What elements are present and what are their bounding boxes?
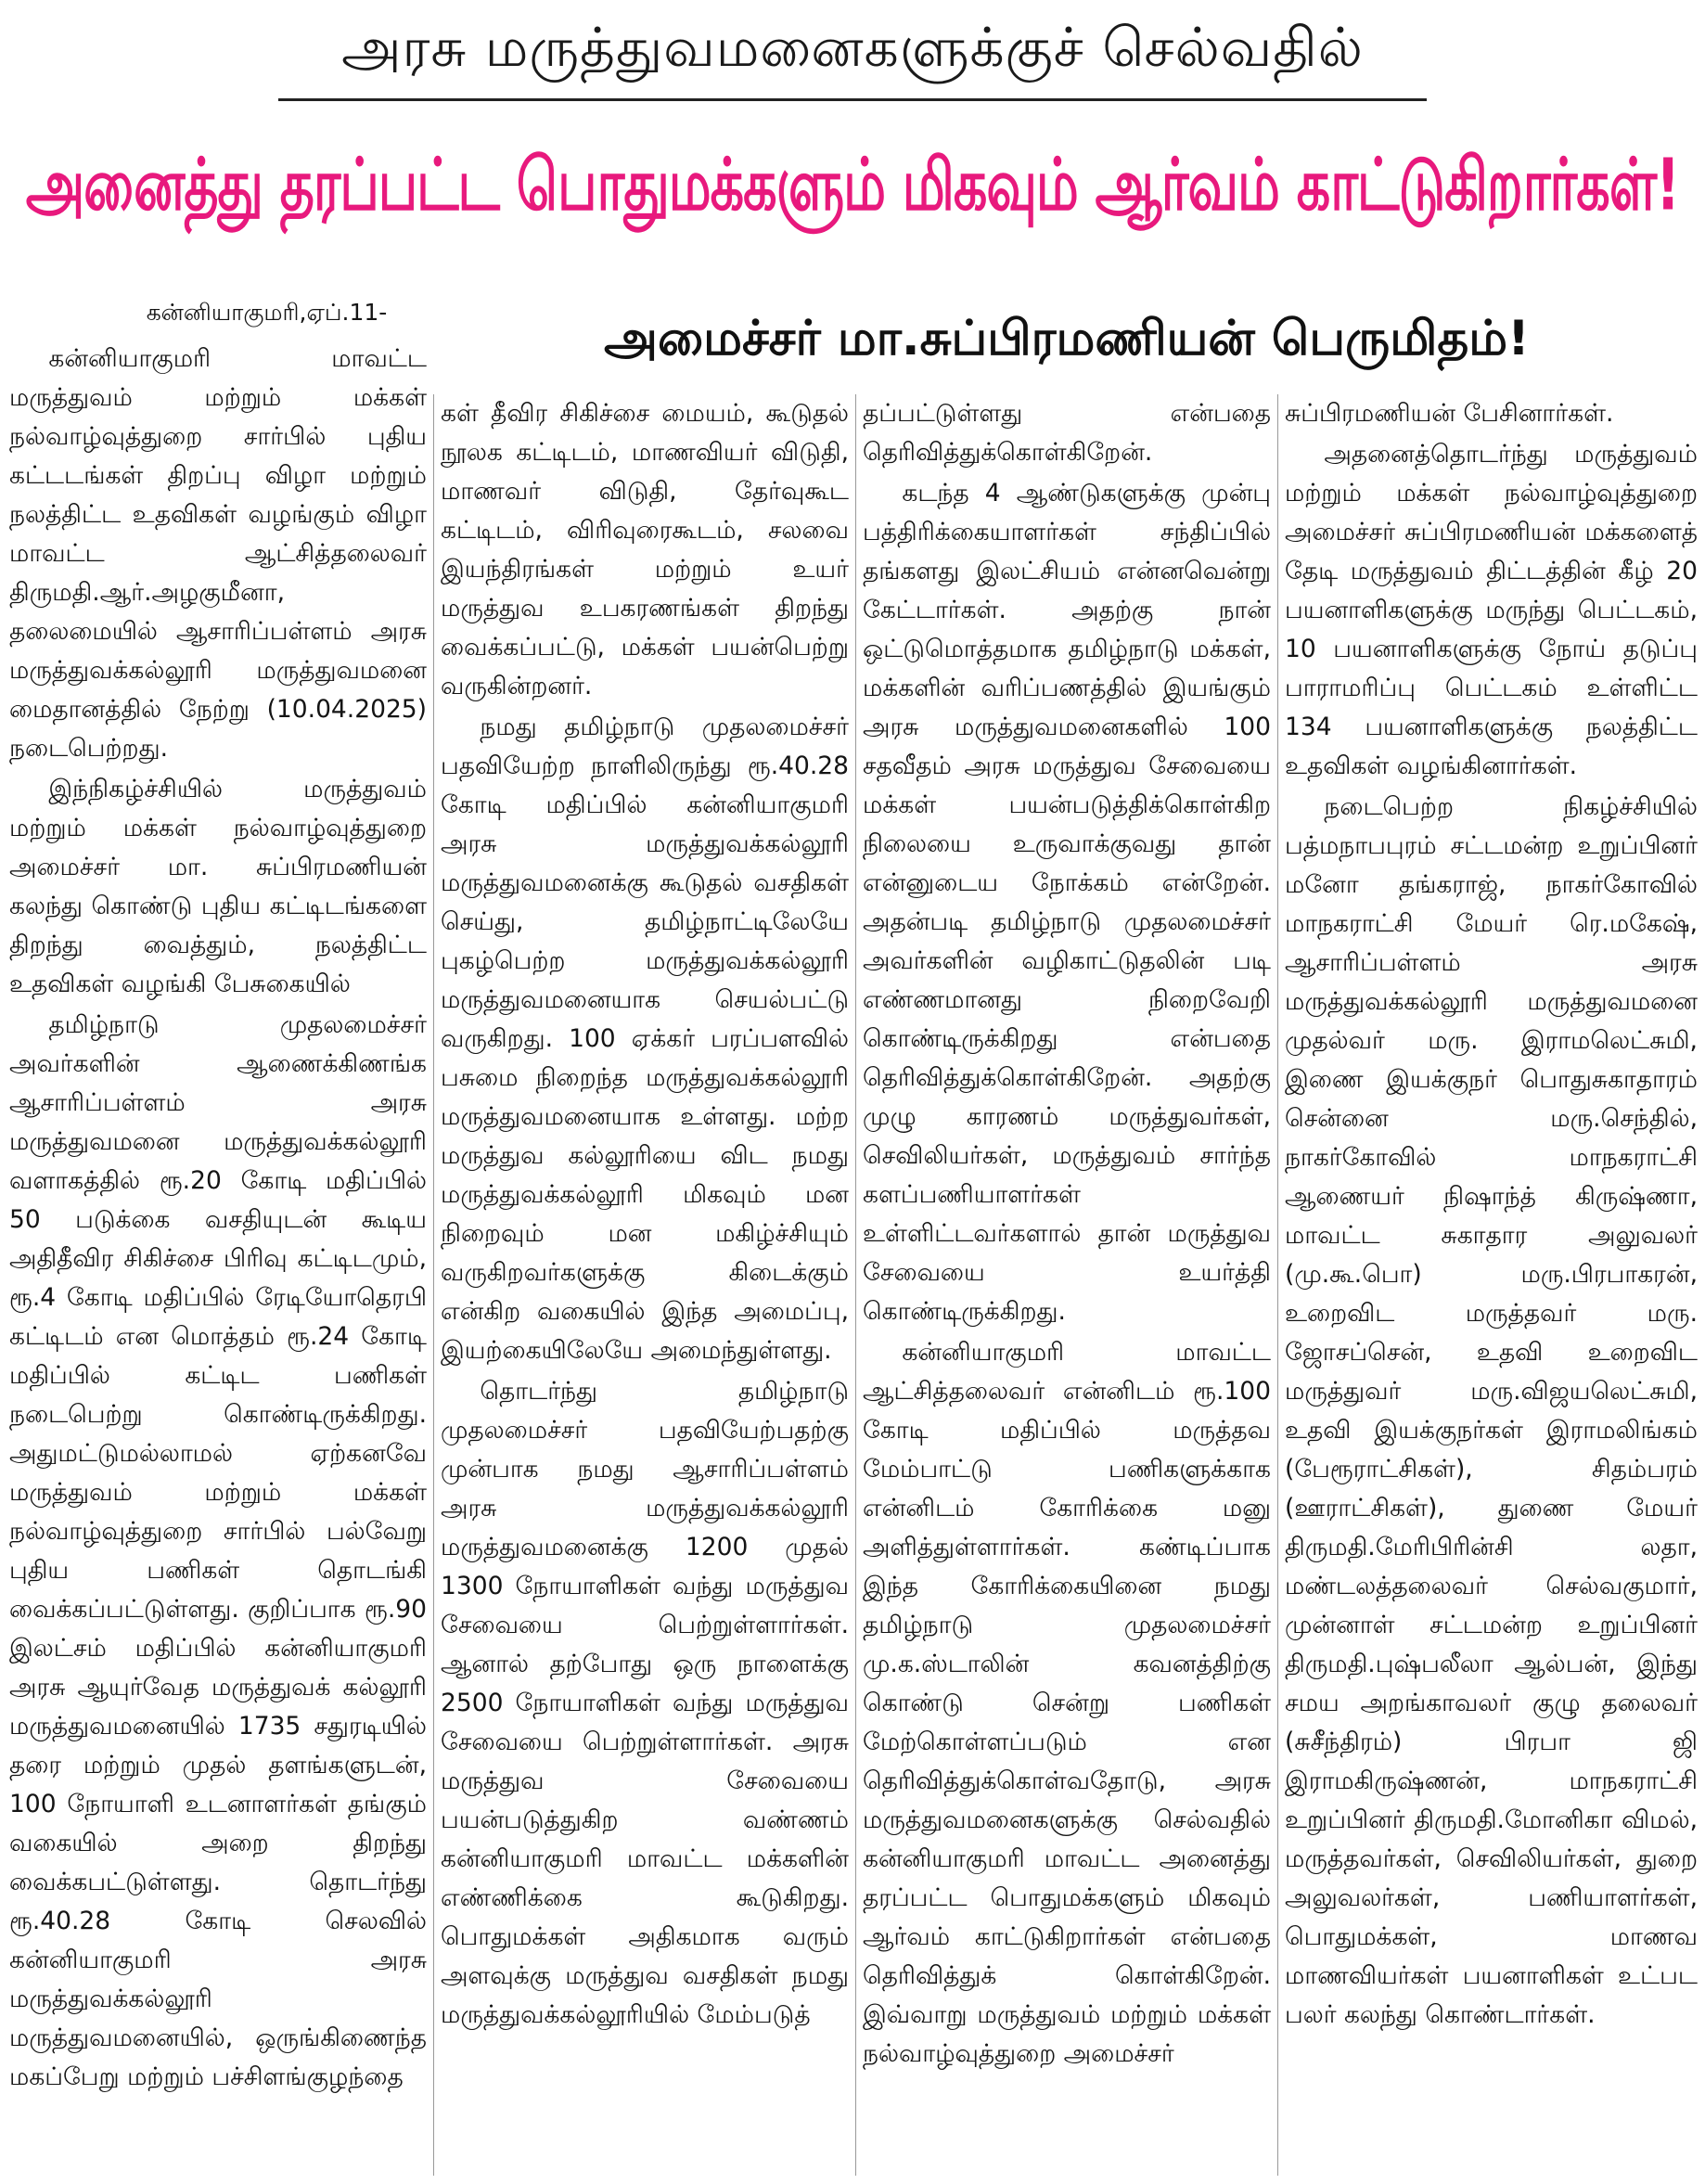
- headline: [0, 111, 1705, 269]
- paragraph: சுப்பிரமணியன் பேசினார்கள்.: [1285, 399, 1614, 428]
- kicker-text: அரசு மருத்துவமனைகளுக்குச் செல்வதில்: [341, 16, 1364, 79]
- kicker-underline: [278, 98, 1427, 101]
- dateline: கன்னியாகுமரி,ஏப்.11-: [146, 299, 388, 326]
- subheadline-text: அமைச்சர் மா.சுப்பிரமணியன் பெருமிதம்!: [604, 310, 1530, 366]
- column-divider: [433, 394, 434, 2176]
- paragraph: அதனைத்தொடர்ந்து மருத்துவம் மற்றும் மக்கள் நல்வாழ்வுத்துறை அமைச்சர் சுப்பிரமணியன் மக்களைத் தேடி மருத்துவம் திட்டத்தின் கீழ் 20 பயனாளிகளுக்கு மருந்து பெட்டகம், 10 பயனாளிகளுக்கு நோய் தடுப்பு பாராமரிப்பு பெட்டகம் உள்ளிட்ட 134 பயனாளிகளுக்கு நலத்திட்ட உதவிகள் வழங்கினார்கள்.: [1285, 440, 1698, 780]
- paragraph: இந்நிகழ்ச்சியில் மருத்துவம் மற்றும் மக்கள் நல்வாழ்வுத்துறை அமைச்சர் மா. சுப்பிரமணியன் கலந்து கொண்டு புதிய கட்டிடங்களை திறந்து வைத்தும், நலத்திட்ட உதவிகள் வழங்கி பேசுகையில்: [9, 775, 427, 998]
- article-column-4: [1285, 394, 1698, 2180]
- subheadline: [436, 295, 1698, 388]
- paragraph: கள் தீவிர சிகிச்சை மையம், கூடுதல் நூலக கட்டிடம், மாணவியர் விடுதி, மாணவர் விடுதி, தேர்வுகூட கட்டிடம், விரிவுரைகூடம், சலவை இயந்திரங்கள் மற்றும் உயர் மருத்துவ உபகரணங்கள் திறந்து வைக்கப்பட்டு, மக்கள் பயன்பெற்று வருகின்றனர்.: [441, 399, 849, 700]
- article-column-1: [9, 340, 427, 2181]
- paragraph: கன்னியாகுமரி மாவட்ட மருத்துவம் மற்றும் மக்கள் நல்வாழ்வுத்துறை சார்பில் புதிய கட்டடங்கள் திறப்பு விழா மற்றும் நலத்திட்ட உதவிகள் வழங்கும் விழா மாவட்ட ஆட்சித்தலைவர் திருமதி.ஆர்.அழகுமீனா, தலைமையில் ஆசாரிப்பள்ளம் அரசு மருத்துவக்கல்லூரி மருத்துவமனை மைதானத்தில் நேற்று (10.04.2025) நடைபெற்றது.: [9, 344, 427, 763]
- paragraph: தொடர்ந்து தமிழ்நாடு முதலமைச்சர் பதவியேற்பதற்கு முன்பாக நமது ஆசாரிப்பள்ளம் அரசு மருத்துவக்கல்லூரி மருத்துவமனைக்கு 1200 முதல் 1300 நோயாளிகள் வந்து மருத்துவ சேவையை பெற்றுள்ளார்கள். ஆனால் தற்போது ஒரு நாளைக்கு 2500 நோயாளிகள் வந்து மருத்துவ சேவையை பெற்றுள்ளார்கள். அரசு மருத்துவ சேவையை பயன்படுத்துகிற வண்ணம் கன்னியாகுமரி மாவட்ட மக்களின் எண்ணிக்கை கூடுகிறது. பொதுமக்கள் அதிகமாக வரும் அளவுக்கு மருத்துவ வசதிகள் நமது மருத்துவக்கல்லூரியில் மேம்படுத்: [441, 1377, 849, 2029]
- column-divider: [1277, 394, 1278, 2176]
- paragraph: கன்னியாகுமரி மாவட்ட ஆட்சித்தலைவர் என்னிடம் ரூ.100 கோடி மதிப்பில் மருத்தவ மேம்பாட்டு பணிகளுக்காக என்னிடம் கோரிக்கை மனு அளித்துள்ளார்கள். கண்டிப்பாக இந்த கோரிக்கையினை நமது தமிழ்நாடு முதலமைச்சர் மு.க.ஸ்டாலின் கவனத்திற்கு கொண்டு சென்று பணிகள் மேற்கொள்ளப்படும் என தெரிவித்துக்கொள்வதோடு, அரசு மருத்துவமனைகளுக்கு செல்வதில் கன்னியாகுமரி மாவட்ட அனைத்து தரப்பட்ட பொதுமக்களும் மிகவும் ஆர்வம் காட்டுகிறார்கள் என்பதை தெரிவித்துக் கொள்கிறேன். இவ்வாறு மருத்துவம் மற்றும் மக்கள் நல்வாழ்வுத்துறை அமைச்சர்: [863, 1338, 1271, 2068]
- kicker-heading: [0, 0, 1705, 102]
- paragraph: நடைபெற்ற நிகழ்ச்சியில் பத்மநாபபுரம் சட்டமன்ற உறுப்பினர் மனோ தங்கராஜ், நாகர்கோவில் மாநகராட்சி மேயர் ரெ.மகேஷ், ஆசாரிப்பள்ளம் அரசு மருத்துவக்கல்லூரி மருத்துவமனை முதல்வர் மரு. இராமலெட்சுமி, இணை இயக்குநர் பொதுசுகாதாரம் சென்னை மரு.செந்தில், நாகர்கோவில் மாநகராட்சி ஆணையர் நிஷாந்த் கிருஷ்ணா, மாவட்ட சுகாதார அலுவலர் (மு.கூ.பொ) மரு.பிரபாகரன், உறைவிட மருத்தவர் மரு. ஜோசப்சென், உதவி உறைவிட மருத்துவர் மரு.விஜயலெட்சுமி, உதவி இயக்குநர்கள் இராமலிங்கம் (பேரூராட்சிகள்), சிதம்பரம் (ஊராட்சிகள்), துணை மேயர் திருமதி.மேரிபிரின்சி லதா, மண்டலத்தலைவர் செல்வகுமார், முன்னாள் சட்டமன்ற உறுப்பினர் திருமதி.புஷ்பலீலா ஆல்பன், இந்து சமய அறங்காவலர் குழு தலைவர் (சுசீந்திரம்) பிரபா ஜி இராமகிருஷ்ணன், மாநகராட்சி உறுப்பினர் திருமதி.மோனிகா விமல், மருத்தவர்கள், செவிலியர்கள், துறை அலுவலர்கள், பணியாளர்கள், பொதுமக்கள், மாணவ மாணவியர்கள் பயனாளிகள் உட்பட பலர் கலந்து கொண்டார்கள்.: [1285, 792, 1698, 2029]
- article-column-2: [441, 394, 849, 2180]
- article-column-3: [863, 394, 1271, 2180]
- paragraph: கடந்த 4 ஆண்டுகளுக்கு முன்பு பத்திரிக்கையாளர்கள் சந்திப்பில் தங்களது இலட்சியம் என்னவென்று கேட்டார்கள். அதற்கு நான் ஒட்டுமொத்தமாக தமிழ்நாடு மக்கள், மக்களின் வரிப்பணத்தில் இயங்கும் அரசு மருத்துவமனைகளில் 100 சதவீதம் அரசு மருத்துவ சேவையை மக்கள் பயன்படுத்திக்கொள்கிற நிலையை உருவாக்குவது தான் என்னுடைய நோக்கம் என்றேன். அதன்படி தமிழ்நாடு முதலமைச்சர் அவர்களின் வழிகாட்டுதலின் படி எண்ணமானது நிறைவேறி கொண்டிருக்கிறது என்பதை தெரிவித்துக்கொள்கிறேன். அதற்கு முழு காரணம் மருத்துவர்கள், செவிலியர்கள், மருத்துவம் சார்ந்த களப்பணியாளர்கள் உள்ளிட்டவர்களால் தான் மருத்துவ சேவையை உயர்த்தி கொண்டிருக்கிறது.: [863, 479, 1271, 1326]
- paragraph: தப்பட்டுள்ளது என்பதை தெரிவித்துக்கொள்கிறேன்.: [863, 399, 1271, 467]
- column-divider: [855, 394, 856, 2176]
- headline-text: அனைத்து தரப்பட்ட பொதுமக்களும் மிகவும் ஆர்வம் காட்டுகிறார்கள்!: [25, 144, 1680, 227]
- paragraph: தமிழ்நாடு முதலமைச்சர் அவர்களின் ஆணைக்கிணங்க ஆசாரிப்பள்ளம் அரசு மருத்துவமனை மருத்துவக்கல்லூரி வளாகத்தில் ரூ.20 கோடி மதிப்பில் 50 படுக்கை வசதியுடன் கூடிய அதிதீவிர சிகிச்சை பிரிவு கட்டிடமும், ரூ.4 கோடி மதிப்பில் ரேடியோதெரபி கட்டிடம் என மொத்தம் ரூ.24 கோடி மதிப்பில் கட்டிட பணிகள் நடைபெற்று கொண்டிருக்கிறது. அதுமட்டுமல்லாமல் ஏற்கனவே மருத்துவம் மற்றும் மக்கள் நல்வாழ்வுத்துறை சார்பில் பல்வேறு புதிய பணிகள் தொடங்கி வைக்கப்பட்டுள்ளது. குறிப்பாக ரூ.90 இலட்சம் மதிப்பில் கன்னியாகுமரி அரசு ஆயுர்வேத மருத்துவக் கல்லூரி மருத்துவமனையில் 1735 சதுரடியில் தரை மற்றும் முதல் தளங்களுடன், 100 நோயாளி உடனாளர்கள் தங்கும் வகையில் அறை திறந்து வைக்கபட்டுள்ளது. தொடர்ந்து ரூ.40.28 கோடி செலவில் கன்னியாகுமரி அரசு மருத்துவக்கல்லூரி மருத்துவமனையில், ஒருங்கிணைந்த மகப்பேறு மற்றும் பச்சிளங்குழந்தை: [9, 1010, 427, 2091]
- paragraph: நமது தமிழ்நாடு முதலமைச்சர் பதவியேற்ற நாளிலிருந்து ரூ.40.28 கோடி மதிப்பில் கன்னியாகுமரி அரசு மருத்துவக்கல்லூரி மருத்துவமனைக்கு கூடுதல் வசதிகள் செய்து, தமிழ்நாட்டிலேயே புகழ்பெற்ற மருத்துவக்கல்லூரி மருத்துவமனையாக செயல்பட்டு வருகிறது. 100 ஏக்கர் பரப்பளவில் பசுமை நிறைந்த மருத்துவக்கல்லூரி மருத்துவமனையாக உள்ளது. மற்ற மருத்துவ கல்லூரியை விட நமது மருத்துவக்கல்லூரி மிகவும் மன நிறைவும் மன மகிழ்ச்சியும் வருகிறவர்களுக்கு கிடைக்கும் என்கிற வகையில் இந்த அமைப்பு, இயற்கையிலேயே அமைந்துள்ளது.: [441, 713, 849, 1365]
